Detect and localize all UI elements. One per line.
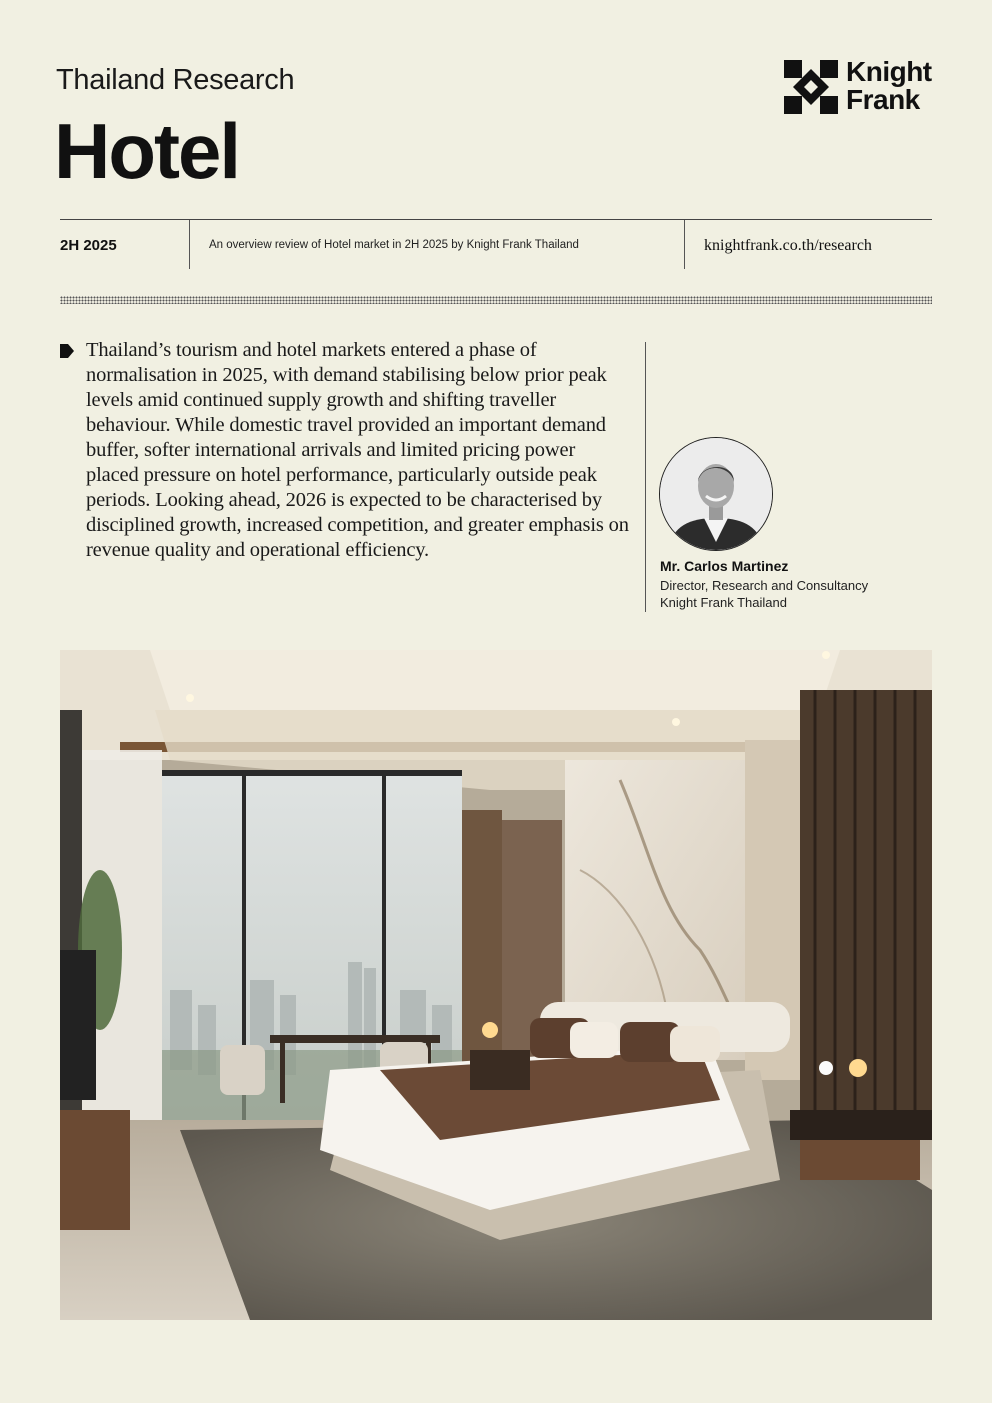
bullet-arrow-icon xyxy=(60,344,74,358)
summary-paragraph: Thailand’s tourism and hotel markets entered a phase of normalisation in 2025, with demand stabilising below prior peak levels amid continued supply growth and shifting traveller behaviour. While domestic travel provided an important demand buffer, softer international arrivals and limited pricing power placed pressure on hotel performance, particularly outside peak periods. Looking ahead, 2026 is expected to be characterised by disciplined growth, increased competition, and greater emphasis on revenue quality and operational efficiency. xyxy=(86,339,629,561)
knight-frank-logo xyxy=(784,58,934,116)
logo-text-knight: Knight xyxy=(846,56,932,87)
author-role: Director, Research and Consultancy xyxy=(660,578,869,593)
meta-separator xyxy=(189,220,190,269)
research-link[interactable]: knightfrank.co.th/research xyxy=(704,237,872,254)
author-avatar xyxy=(659,437,773,551)
meta-divider xyxy=(60,219,932,220)
report-series: Thailand Research xyxy=(56,64,295,96)
page-title: Hotel xyxy=(54,107,239,195)
author-organisation: Knight Frank Thailand xyxy=(660,595,787,610)
report-period: 2H 2025 xyxy=(60,237,117,254)
hotel-room-photo xyxy=(60,650,932,1320)
logo-text-frank: Frank xyxy=(846,84,920,115)
author-name: Mr. Carlos Martinez xyxy=(660,558,789,574)
dotted-divider xyxy=(60,296,932,304)
column-separator xyxy=(645,342,646,612)
knight-frank-logo-icon xyxy=(784,60,838,114)
hotel-room-illustration xyxy=(60,650,932,1320)
meta-separator xyxy=(684,220,685,269)
report-description: An overview review of Hotel market in 2H 2025 by Knight Frank Thailand xyxy=(209,239,579,251)
author-portrait xyxy=(660,438,772,550)
